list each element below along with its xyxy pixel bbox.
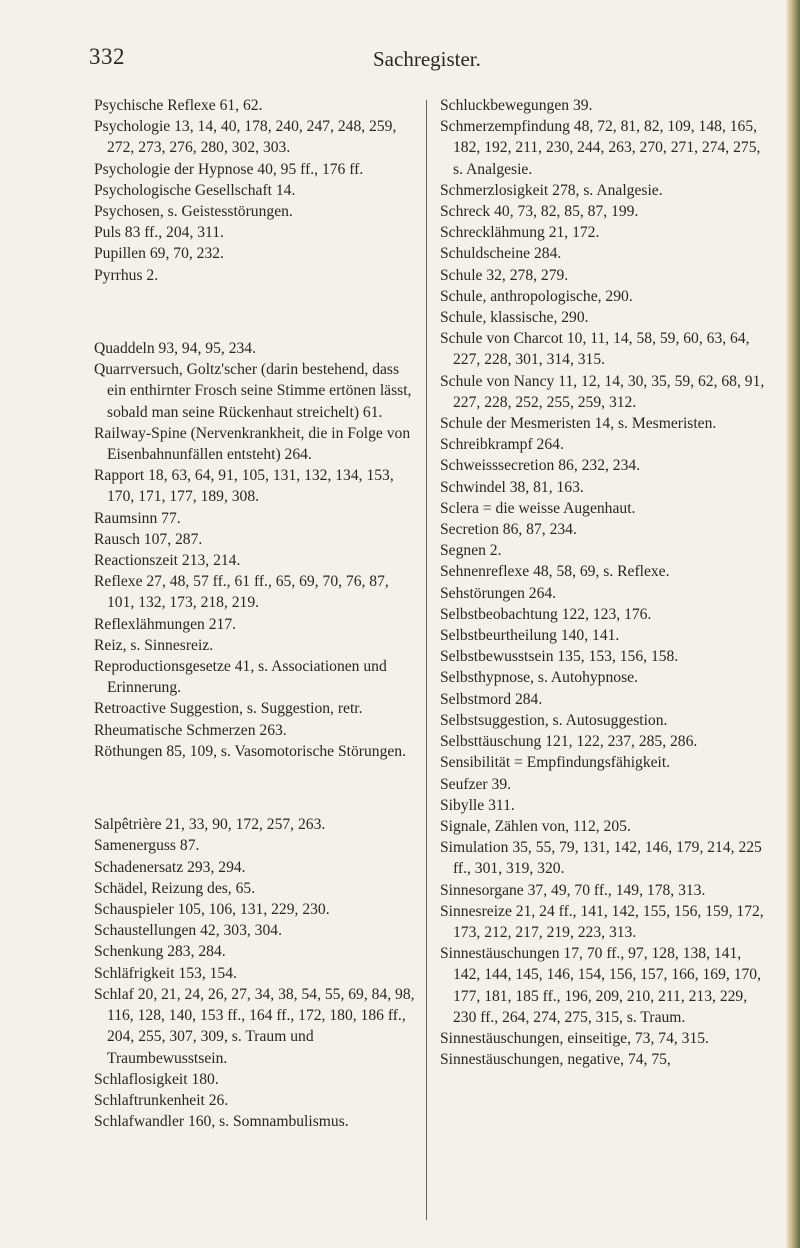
page-number: 332	[89, 44, 125, 69]
index-entry: Schule, anthropologische, 290.	[440, 287, 633, 305]
index-column-left	[94, 95, 419, 1132]
index-entry: Sclera = die weisse Augenhaut.	[440, 499, 636, 517]
index-entry: Schaustellungen 42, 303, 304.	[94, 922, 282, 940]
index-entry: Schwindel 38, 81, 163.	[440, 478, 584, 496]
index-entry: Retroactive Suggestion, s. Suggestion, retr.	[94, 700, 363, 718]
index-entry: Selbsthypnose, s. Autohypnose.	[440, 669, 638, 687]
index-entry: Reflexe 27, 48, 57 ff., 61 ff., 65, 69, 70, 76, 87, 101, 132, 173, 218, 219.	[94, 573, 389, 612]
index-entry: Schule der Mesmeristen 14, s. Mesmeristen.	[440, 415, 717, 433]
index-entry: Schweisssecretion 86, 232, 234.	[440, 457, 641, 475]
index-entry: Selbstsuggestion, s. Autosuggestion.	[440, 711, 668, 729]
column-divider	[426, 100, 427, 1220]
index-entry: Schlaftrunkenheit 26.	[94, 1091, 229, 1109]
index-entry: Sinnesreize 21, 24 ff., 141, 142, 155, 156, 159, 172, 173, 212, 217, 219, 223, 313.	[440, 902, 764, 941]
index-entry: Segnen 2.	[440, 542, 502, 560]
index-entry: Reflexlähmungen 217.	[94, 615, 237, 633]
index-entry: Schlafwandler 160, s. Somnambulismus.	[94, 1113, 349, 1131]
index-entry: Schrecklähmung 21, 172.	[440, 224, 600, 242]
index-entry: Sibylle 311.	[440, 796, 515, 814]
index-entry: Rapport 18, 63, 64, 91, 105, 131, 132, 134, 153, 170, 171, 177, 189, 308.	[94, 467, 394, 506]
index-entry: Quaddeln 93, 94, 95, 234.	[94, 340, 256, 358]
index-entry: Sehstörungen 264.	[440, 584, 557, 602]
index-entry: Schule von Nancy 11, 12, 14, 30, 35, 59, 62, 68, 91, 227, 228, 252, 255, 259, 312.	[440, 372, 765, 411]
index-entry: Quarrversuch, Goltz'scher (darin bestehend, dass ein enthirnter Frosch seine Stimme ertönen lässt, sobald man seine Rückenhaut streichelt) 61.	[94, 361, 412, 421]
index-entry: Schreck 40, 73, 82, 85, 87, 199.	[440, 203, 639, 221]
index-entry: Schädel, Reizung des, 65.	[94, 879, 256, 897]
index-entry: Selbstmord 284.	[440, 690, 543, 708]
index-entry: Salpêtrière 21, 33, 90, 172, 257, 263.	[94, 816, 326, 834]
index-entry: Pyrrhus 2.	[94, 266, 159, 284]
index-entry: Schläfrigkeit 153, 154.	[94, 964, 237, 982]
index-entry: Schauspieler 105, 106, 131, 229, 230.	[94, 901, 330, 919]
index-entry: Reactionszeit 213, 214.	[94, 552, 241, 570]
index-entry: Reproductionsgesetze 41, s. Associationen und Erinnerung.	[94, 658, 387, 697]
index-entry: Schmerzlosigkeit 278, s. Analgesie.	[440, 181, 663, 199]
index-entry: Psychologie 13, 14, 40, 178, 240, 247, 248, 259, 272, 273, 276, 280, 302, 303.	[94, 118, 397, 157]
index-entry: Rausch 107, 287.	[94, 530, 203, 548]
index-entry: Sinnestäuschungen 17, 70 ff., 97, 128, 138, 141, 142, 144, 145, 146, 154, 156, 157, 166, 169, 170, 177, 181, 185 ff., 196, 209, 210, 211, 213, 229, 230 ff., 264, 274, 275, 315, s. Traum.	[440, 945, 761, 1026]
index-entry: Schenkung 283, 284.	[94, 943, 226, 961]
index-entry: Raumsinn 77.	[94, 509, 181, 527]
index-entry: Röthungen 85, 109, s. Vasomotorische Störungen.	[94, 742, 407, 760]
index-entry: Sensibilität = Empfindungsfähigkeit.	[440, 754, 671, 772]
index-entry: Sehnenreflexe 48, 58, 69, s. Reflexe.	[440, 563, 670, 581]
index-entry: Schlaf 20, 21, 24, 26, 27, 34, 38, 54, 55, 69, 84, 98, 116, 128, 140, 153 ff., 164 ff., 172, 180, 186 ff., 204, 255, 307, 309, s. Traum und Traumbewusstsein.	[94, 985, 415, 1067]
index-entry: Seufzer 39.	[440, 775, 512, 793]
index-entry: Railway-Spine (Nervenkrankheit, die in Folge von Eisenbahnunfällen entsteht) 264.	[94, 424, 411, 464]
page-edge	[786, 0, 800, 1248]
index-entry: Rheumatische Schmerzen 263.	[94, 721, 287, 739]
index-entry: Schule von Charcot 10, 11, 14, 58, 59, 60, 63, 64, 227, 228, 301, 314, 315.	[440, 330, 750, 369]
section-gap	[94, 301, 419, 322]
index-entry: Sinnestäuschungen, einseitige, 73, 74, 315.	[440, 1029, 709, 1047]
index-entry: Psychologie der Hypnose 40, 95 ff., 176 ff.	[94, 160, 364, 178]
index-entry: Selbstbewusstsein 135, 153, 156, 158.	[440, 648, 679, 666]
index-column-right	[440, 95, 765, 1070]
index-entry: Schule 32, 278, 279.	[440, 266, 569, 284]
index-entry: Puls 83 ff., 204, 311.	[94, 224, 224, 242]
index-entry: Psychische Reflexe 61, 62.	[94, 97, 263, 114]
index-entry: Secretion 86, 87, 234.	[440, 521, 577, 539]
index-entry: Selbstbeurtheilung 140, 141.	[440, 627, 620, 645]
index-entry: Samenerguss 87.	[94, 837, 200, 855]
section-gap	[94, 778, 419, 799]
index-entry: Schmerzempfindung 48, 72, 81, 82, 109, 148, 165, 182, 192, 211, 230, 244, 263, 270, 271, 274, 275, s. Analgesie.	[440, 118, 761, 178]
index-entry: Sinnestäuschungen, negative, 74, 75,	[440, 1051, 671, 1069]
index-entry: Schadenersatz 293, 294.	[94, 858, 246, 876]
index-entry: Sinnesorgane 37, 49, 70 ff., 149, 178, 313.	[440, 881, 706, 899]
index-entry: Selbstbeobachtung 122, 123, 176.	[440, 605, 652, 623]
index-entry: Signale, Zählen von, 112, 205.	[440, 817, 631, 835]
index-entry: Psychosen, s. Geistesstörungen.	[94, 203, 293, 221]
index-entry: Schule, klassische, 290.	[440, 309, 589, 327]
index-entry: Schuldscheine 284.	[440, 245, 562, 263]
index-entry: Reiz, s. Sinnesreiz.	[94, 636, 214, 654]
index-entry: Psychologische Gesellschaft 14.	[94, 181, 296, 199]
index-entry: Schreibkrampf 264.	[440, 436, 564, 454]
page-title: Sachregister.	[373, 47, 481, 71]
index-entry: Selbsttäuschung 121, 122, 237, 285, 286.	[440, 733, 698, 751]
index-entry: Simulation 35, 55, 79, 131, 142, 146, 179, 214, 225 ff., 301, 319, 320.	[440, 839, 762, 878]
index-entry: Schlaflosigkeit 180.	[94, 1070, 219, 1088]
index-entry: Pupillen 69, 70, 232.	[94, 245, 224, 263]
index-entry: Schluckbewegungen 39.	[440, 97, 593, 114]
